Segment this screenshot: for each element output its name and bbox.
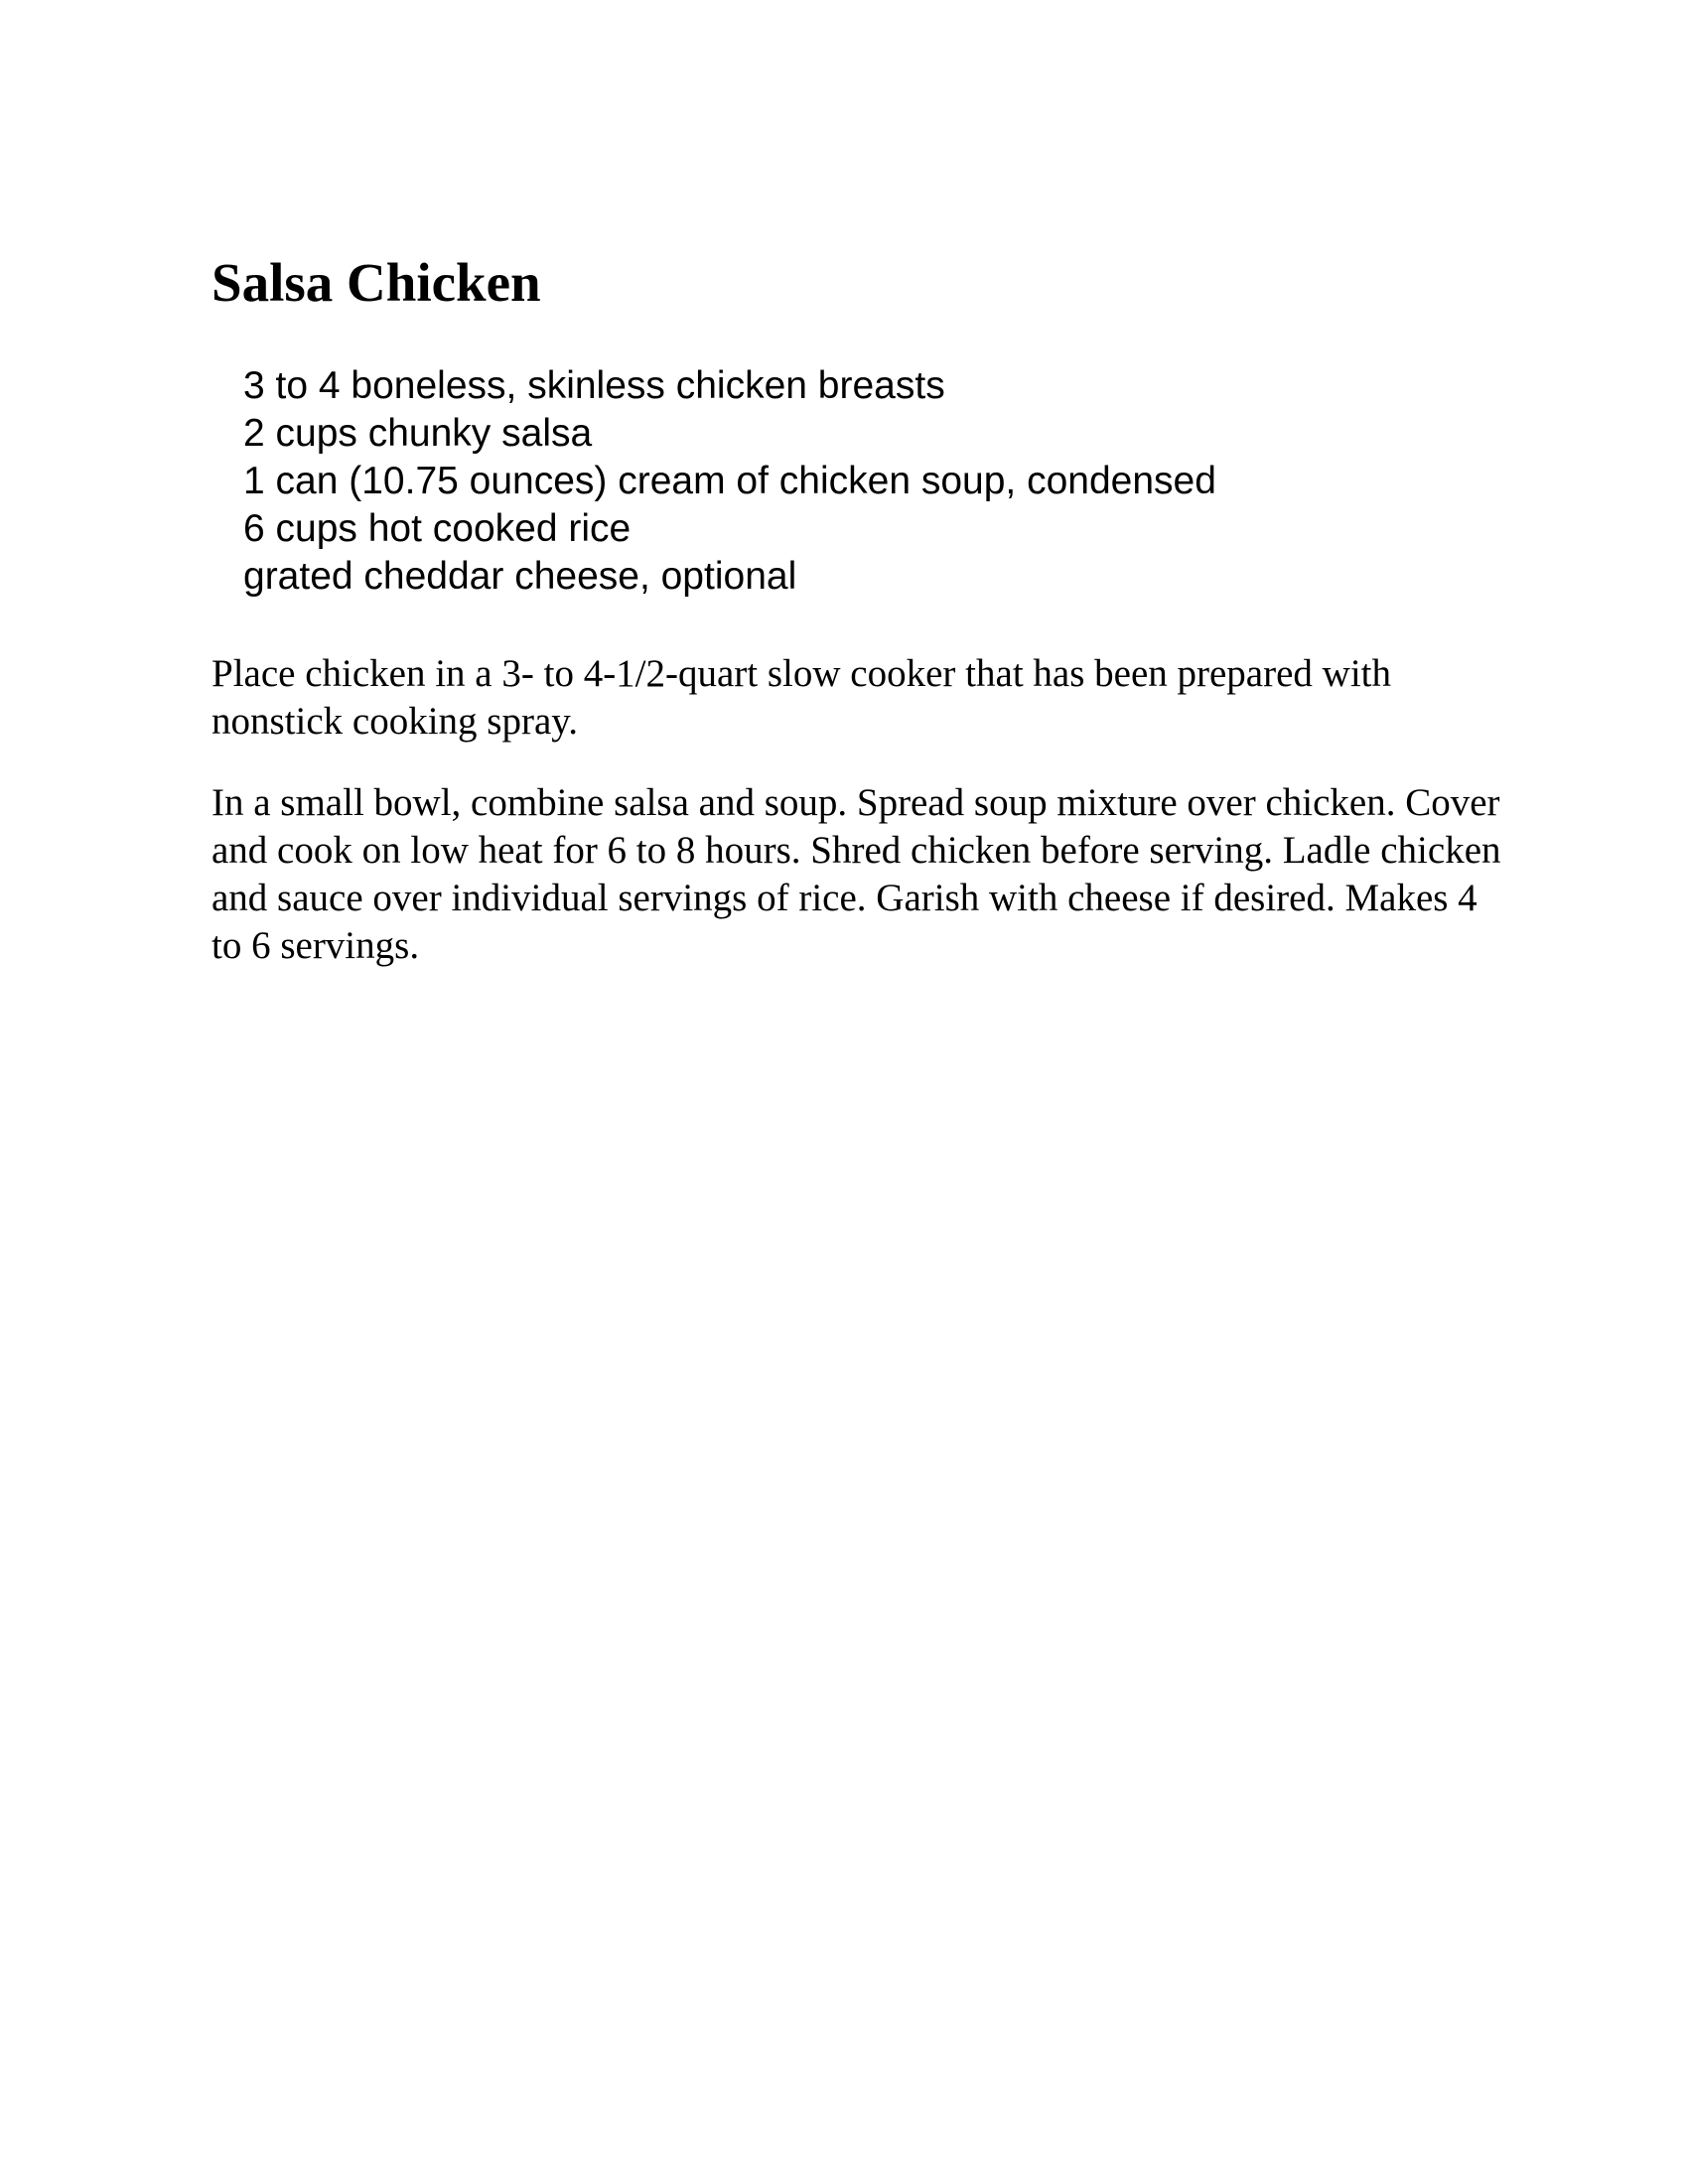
recipe-page	[211, 248, 1502, 1004]
ingredient-item: 1 can (10.75 ounces) cream of chicken soup, condensed	[243, 460, 1216, 502]
recipe-title: Salsa Chicken	[211, 252, 541, 313]
ingredient-list	[243, 362, 1502, 601]
ingredient-item: 6 cups hot cooked rice	[243, 507, 632, 550]
instruction-paragraph: Place chicken in a 3- to 4-1/2-quart slow cooker that has been prepared with nonstick cooking spray.	[211, 652, 1391, 743]
ingredient-item: grated cheddar cheese, optional	[243, 555, 797, 598]
instructions	[211, 650, 1502, 970]
instruction-paragraph: In a small bowl, combine salsa and soup. Spread soup mixture over chicken. Cover and cook on low heat for 6 to 8 hours. Shred chicken before serving. Ladle chicken and sauce over individual servings of rice. Garish with cheese if desired. Makes 4 to 6 servings.	[211, 781, 1501, 967]
ingredient-item: 2 cups chunky salsa	[243, 412, 593, 455]
ingredient-item: 3 to 4 boneless, skinless chicken breasts	[243, 364, 945, 407]
